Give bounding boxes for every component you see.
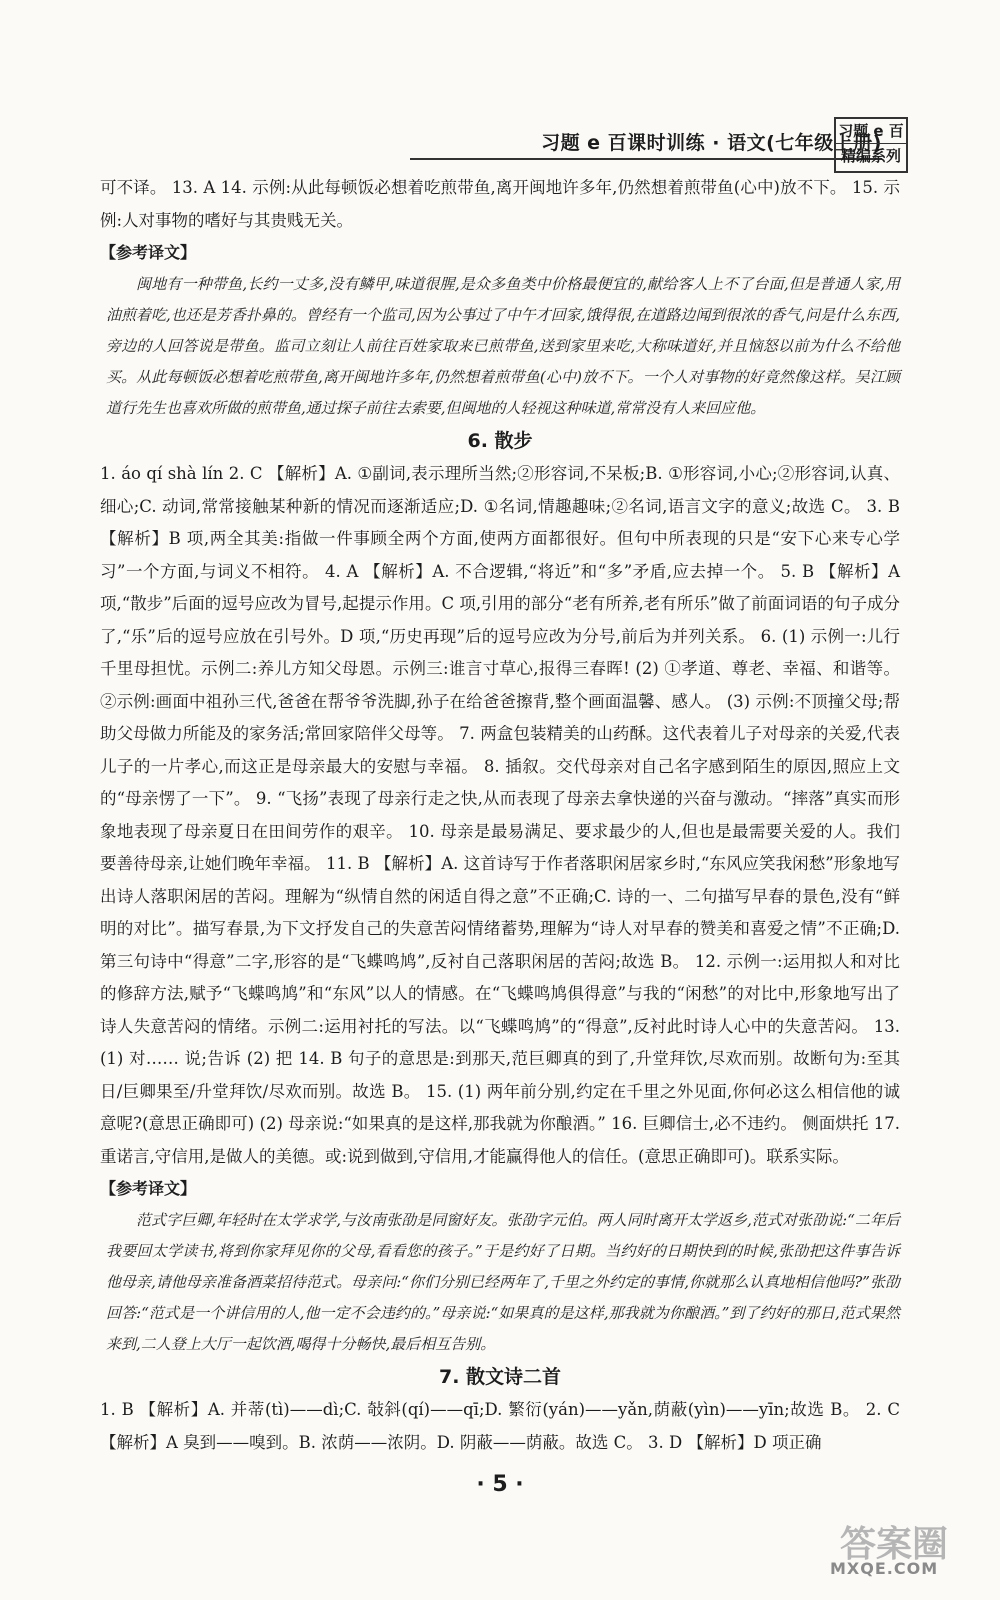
badge-line-2: 精编系列 bbox=[840, 147, 901, 165]
series-badge bbox=[834, 117, 908, 173]
page-header bbox=[410, 128, 882, 160]
section-7-answers: 1. B 【解析】A. 并蒂(tì)——dì;C. 敧斜(qí)——qī;D. 繁衍(yán)——yǎn,荫蔽(yìn)——yīn;故选 B。 2. C 【解析】A 臭到——嗅到。B. 浓荫——浓阴。D. 阴蔽——荫蔽。故选 C。 3. D 【解析】D 项正确 bbox=[100, 1400, 900, 1452]
translation-heading-1: 【参考译文】 bbox=[100, 243, 197, 262]
translation-text-2: 范式字巨卿,年轻时在太学求学,与汝南张劭是同窗好友。张劭字元伯。两人同时离开太学返乡,范式对张劭说:“二年后我要回太学读书,将到你家拜见你的父母,看看您的孩子。”于是约好了日期。当约好的日期快到的时候,张劭把这件事告诉他母亲,请他母亲准备酒菜招待范式。母亲问:“你们分别已经两年了,千里之外约定的事情,你就那么认真地相信他吗?”张劭回答:“范式是一个讲信用的人,他一定不会违约的。”母亲说:“如果真的是这样,那我就为你酿酒。”到了约好的那日,范式果然来到,二人登上大厅一起饮酒,喝得十分畅快,最后相互告别。 bbox=[106, 1211, 900, 1353]
page-content bbox=[100, 172, 900, 1459]
section-6-answers: 1. áo qí shà lín 2. C 【解析】A. ①副词,表示理所当然;②形容词,不呆板;B. ①形容词,小心;②形容词,认真、细心;C. 动词,常常接触某种新的情况而逐渐适应;D. ①名词,情趣趣味;②名词,语言文字的意义;故选 C。 3. B 【解析】B 项,两全其美:指做一件事顾全两个方面,使两方面都很好。但句中所表现的只是“安下心来专心学习”一个方面,与词义不相符。 4. A 【解析】A. 不合逻辑,“将近”和“多”矛盾,应去掉一个。 5. B 【解析】A 项,“散步”后面的逗号应改为冒号,起提示作用。C 项,引用的部分“老有所养,老有所乐”做了前面词语的句子成分了,“乐”后的逗号应放在引号外。D 项,“历史再现”后的逗号应改为分号,前后为并列关系。 6. (1) 示例一:儿行千里母担忧。示例二:养儿方知父母恩。示例三:谁言寸草心,报得三春晖! (2) ①孝道、尊老、幸福、和谐等。 ②示例:画面中祖孙三代,爸爸在帮爷爷洗脚,孙子在给爸爸擦背,整个画面温馨、感人。 (3) 示例:不顶撞父母;帮助父母做力所能及的家务活;常回家陪伴父母等。 7. 两盒包装精美的山药酥。这代表着儿子对母亲的关爱,代表儿子的一片孝心,而这正是母亲最大的安慰与幸福。 8. 插叙。交代母亲对自己名字感到陌生的原因,照应上文的“母亲愣了一下”。 9. “飞扬”表现了母亲行走之快,从而表现了母亲去拿快递的兴奋与激动。“摔落”真实而形象地表现了母亲夏日在田间劳作的艰辛。 10. 母亲是最易满足、要求最少的人,但也是最需要关爱的人。我们要善待母亲,让她们晚年幸福。 11. B 【解析】A. 这首诗写于作者落职闲居家乡时,“东风应笑我闲愁”形象地写出诗人落职闲居的苦闷。理解为“纵情自然的闲适自得之意”不正确;C. 诗的一、二句描写早春的景色,没有“鲜明的对比”。描写春景,为下文抒发自己的失意苦闷情绪蓄势,理解为“诗人对早春的赞美和喜爱之情”不正确;D. 第三句诗中“得意”二字,形容的是“飞蝶鸣鸠”,反衬自己落职闲居的苦闷;故选 B。 12. 示例一:运用拟人和对比的修辞方法,赋予“飞蝶鸣鸠”和“东风”以人的情感。在“飞蝶鸣鸠俱得意”与我的“闲愁”的对比中,形象地写出了诗人失意苦闷的情绪。示例二:运用衬托的写法。以“飞蝶鸣鸠”的“得意”,反衬此时诗人心中的失意苦闷。 13. (1) 对…… 说;告诉 (2) 把 14. B 句子的意思是:到那天,范巨卿真的到了,升堂拜饮,尽欢而别。故断句为:至其日/巨卿果至/升堂拜饮/尽欢而别。故选 B。 15. (1) 两年前分别,约定在千里之外见面,你何必这么相信他的诚意呢?(意思正确即可) (2) 母亲说:“如果真的是这样,那我就为你酿酒。” 16. 巨卿信士,必不违约。 侧面烘托 17. 重诺言,守信用,是做人的美德。或:说到做到,守信用,才能赢得他人的信任。(意思正确即可)。联系实际。 bbox=[100, 464, 900, 1166]
section-7-title: 7. 散文诗二首 bbox=[438, 1366, 562, 1388]
badge-line-1: 习题 e 百 bbox=[836, 119, 906, 144]
page-number: · 5 · bbox=[476, 1472, 524, 1497]
translation-text-1: 闽地有一种带鱼,长约一丈多,没有鳞甲,味道很腥,是众多鱼类中价格最便宜的,献给客人上不了台面,但是普通人家,用油煎着吃,也还是芳香扑鼻的。曾经有一个监司,因为公事过了中午才回家,饿得很,在道路边闻到很浓的香气,问是什么东西,旁边的人回答说是带鱼。监司立刻让人前往百姓家取来已煎带鱼,送到家里来吃,大称味道好,并且恼怒以前为什么不给他买。从此每顿饭必想着吃煎带鱼,离开闽地许多年,仍然想着煎带鱼(心中)放不下。一个人对事物的好竟然像这样。吴江顾道行先生也喜欢所做的煎带鱼,通过探子前往去索要,但闽地的人轻视这种味道,常常没有人来回应他。 bbox=[106, 275, 900, 417]
section-6-title: 6. 散步 bbox=[467, 430, 533, 452]
top-answers: 可不译。 13. A 14. 示例:从此每顿饭必想着吃煎带鱼,离开闽地许多年,仍然想着煎带鱼(心中)放不下。 15. 示例:人对事物的嗜好与其贵贱无关。 bbox=[100, 178, 900, 230]
watermark-logo: 答案圈 bbox=[840, 1524, 949, 1565]
translation-heading-2: 【参考译文】 bbox=[100, 1179, 197, 1198]
header-title: 习题 e 百课时训练 · 语文(七年级上册) bbox=[541, 132, 882, 154]
watermark bbox=[830, 1516, 970, 1578]
watermark-site: MXQE.COM bbox=[830, 1559, 939, 1578]
